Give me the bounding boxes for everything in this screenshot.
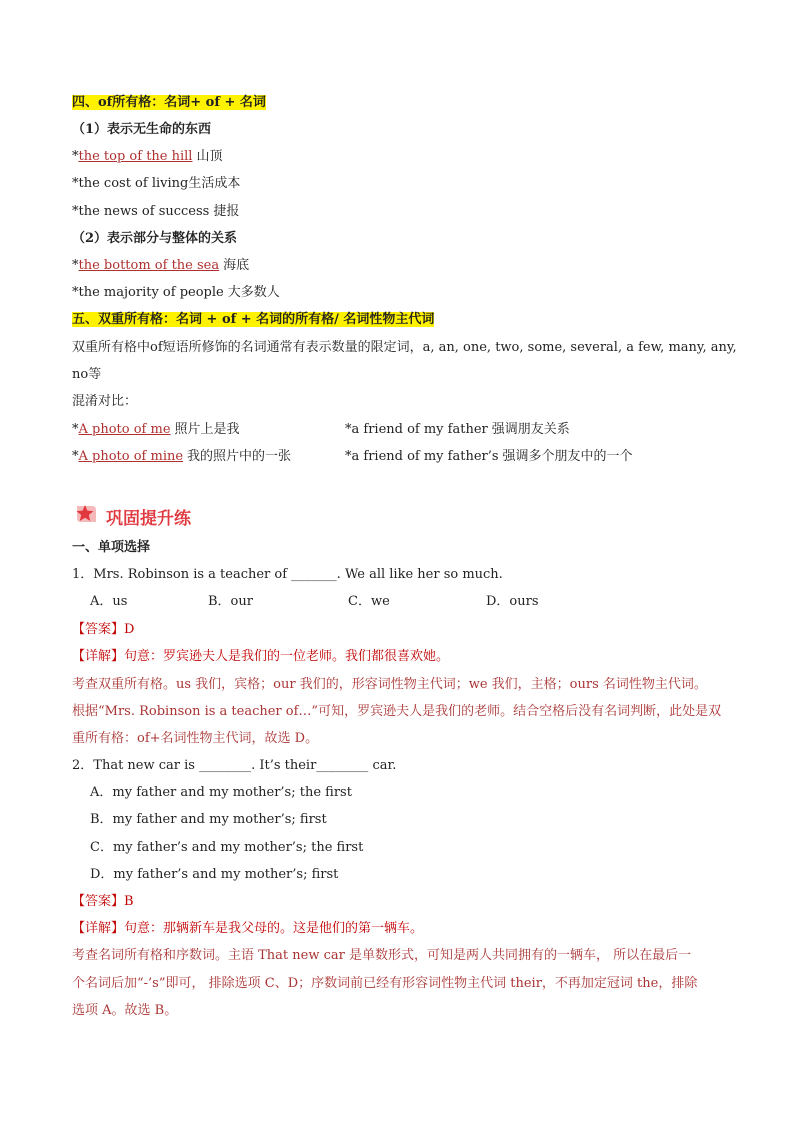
question-1-stem: 1．Mrs. Robinson is a teacher of _______. We all like her so much. xyxy=(72,567,503,582)
section-4-title xyxy=(72,94,266,112)
question-1-option-b: B．our xyxy=(208,594,253,609)
compare-row: *A photo of me 照片上是我 xyxy=(72,422,240,437)
question-2-detail-line: 考查名词所有格和序数词。主语 That new car 是单数形式，可知是两人共同拥有的一辆车， 所以在最后一 xyxy=(72,948,692,963)
question-2-stem: 2．That new car is ________. It’s their________ car. xyxy=(72,758,397,773)
list-item: *the bottom of the sea 海底 xyxy=(72,258,250,273)
section-5-desc-line-1: 双重所有格中of短语所修饰的名词通常有表示数量的限定词，a, an, one, two, some, several, a few, many, any, xyxy=(72,340,737,355)
compare-row-right: *a friend of my father 强调朋友关系 xyxy=(345,422,570,437)
question-2-detail-line: 个名词后加“-’s”即可， 排除选项 C、D；序数词前已经有形容词性物主代词 their，不再加定冠词 the，排除 xyxy=(72,976,698,991)
sub-heading-1: （1）表示无生命的东西 xyxy=(72,122,212,137)
question-2-detail-head: 【详解】句意：那辆新车是我父母的。这是他们的第一辆车。 xyxy=(72,921,424,936)
practice-heading xyxy=(74,503,191,529)
part-heading: 一、单项选择 xyxy=(72,540,151,555)
star-badge-icon xyxy=(74,502,100,530)
question-1-detail-line: 考查双重所有格。us 我们，宾格；our 我们的，形容词性物主代词；we 我们，主格；ours 名词性物主代词。 xyxy=(72,677,707,692)
question-2-option-b: B．my father and my mother’s; first xyxy=(90,812,327,827)
question-2-answer: 【答案】B xyxy=(72,894,134,909)
list-item: *the majority of people 大多数人 xyxy=(72,285,280,300)
question-1-answer: 【答案】D xyxy=(72,622,135,637)
question-1-detail-line: 根据“Mrs. Robinson is a teacher of…”可知，罗宾逊夫人是我们的老师。结合空格后没有名词判断，此处是双 xyxy=(72,704,722,719)
question-2-detail-line: 选项 A。故选 B。 xyxy=(72,1003,178,1018)
compare-label: 混淆对比： xyxy=(72,394,138,409)
question-2-option-a: A．my father and my mother’s; the first xyxy=(90,785,352,800)
list-item: *the top of the hill 山顶 xyxy=(72,149,223,164)
question-1-detail-line: 重所有格：of+名词性物主代词，故选 D。 xyxy=(72,731,319,746)
question-1-option-a: A．us xyxy=(90,594,128,609)
question-1-option-c: C．we xyxy=(348,594,390,609)
practice-title: 巩固提升练 xyxy=(106,508,191,529)
list-item: *the cost of living生活成本 xyxy=(72,176,241,191)
question-1-option-d: D．ours xyxy=(486,594,539,609)
compare-row-right: *a friend of my father’s 强调多个朋友中的一个 xyxy=(345,449,633,464)
compare-row: *A photo of mine 我的照片中的一张 xyxy=(72,449,292,464)
sub-heading-2: （2）表示部分与整体的关系 xyxy=(72,231,238,246)
question-2-option-c: C．my father’s and my mother’s; the first xyxy=(90,840,364,855)
question-2-option-d: D．my father’s and my mother’s; first xyxy=(90,867,339,882)
section-4-title-text: 四、of所有格：名词+ of + 名词 xyxy=(72,95,266,110)
section-5-desc-line-2: no等 xyxy=(72,367,102,382)
list-item: *the news of success 捷报 xyxy=(72,204,240,219)
section-5-title: 五、双重所有格：名词 + of + 名词的所有格/ 名词性物主代词 xyxy=(72,312,435,327)
question-1-detail-head: 【详解】句意：罗宾逊夫人是我们的一位老师。我们都很喜欢她。 xyxy=(72,649,450,664)
